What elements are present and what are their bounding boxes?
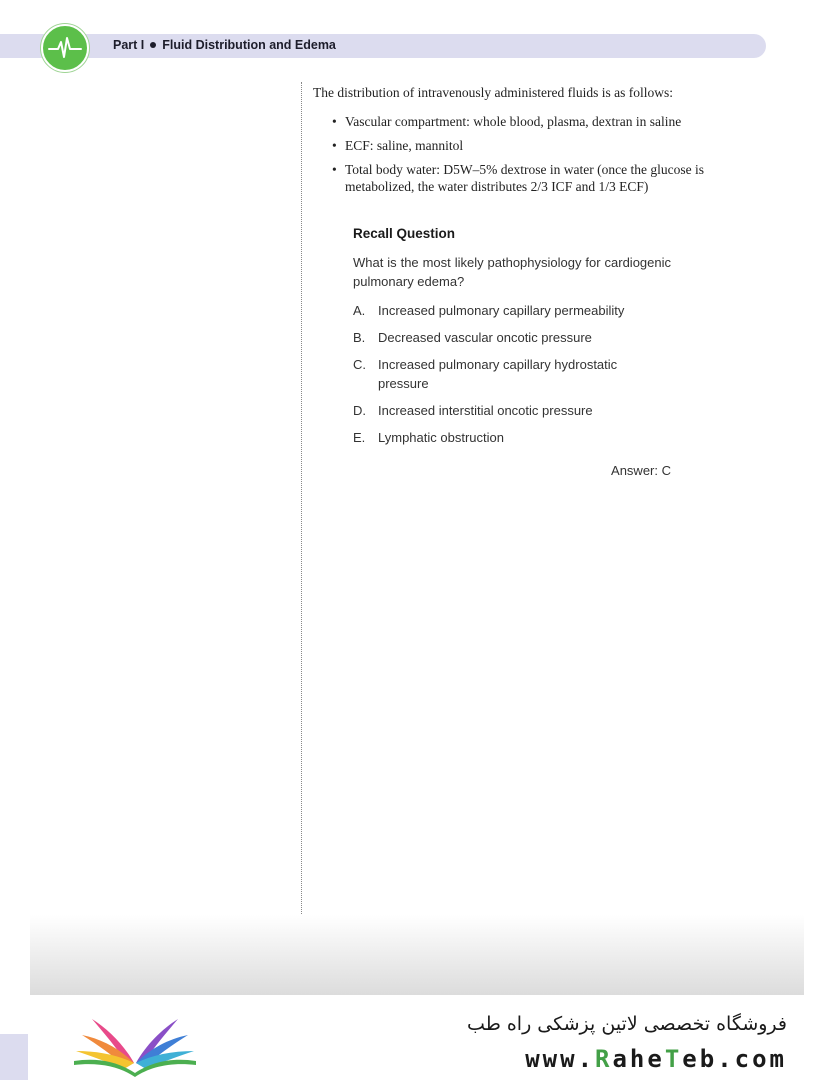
option-e xyxy=(353,428,671,447)
option-d xyxy=(353,401,671,420)
option-letter: D. xyxy=(353,403,366,418)
option-a xyxy=(353,301,671,320)
list-item-text: Total body water: D5W–5% dextrose in water (once the glucose is metabolized, the water distributes 2/3 ICF and 1/3 ECF) xyxy=(345,162,704,194)
answer-options xyxy=(353,301,671,447)
chapter-title: Fluid Distribution and Edema xyxy=(162,38,336,52)
list-item: • Total body water: D5W–5% dextrose in water (once the glucose is metabolized, the water distributes 2/3 ICF and 1/3 ECF) xyxy=(332,162,704,194)
list-item: • Vascular compartment: whole blood, plasma, dextran in saline xyxy=(332,114,682,129)
bullet-dot-icon xyxy=(150,42,156,48)
option-text: Increased pulmonary capillary hydrostatic pressure xyxy=(378,357,618,391)
option-b xyxy=(353,328,671,347)
list-item-text: Vascular compartment: whole blood, plasma, dextran in saline xyxy=(345,114,682,129)
recall-question-box xyxy=(353,226,671,478)
open-book-icon xyxy=(70,1005,200,1080)
option-text: Increased interstitial oncotic pressure xyxy=(378,403,593,418)
heartbeat-icon xyxy=(41,24,89,72)
main-text xyxy=(313,84,743,202)
footer-tab xyxy=(0,1034,28,1080)
intro-paragraph: The distribution of intravenously administered fluids is as follows: xyxy=(313,85,673,100)
option-text: Lymphatic obstruction xyxy=(378,430,504,445)
recall-question-text: What is the most likely pathophysiology for cardiogenic pulmonary edema? xyxy=(353,255,671,289)
store-name: فروشگاه تخصصی لاتین پزشکی راه طب xyxy=(467,1013,787,1035)
option-letter: C. xyxy=(353,357,366,372)
recall-title: Recall Question xyxy=(353,226,456,241)
option-c xyxy=(353,355,671,393)
footer-shade xyxy=(30,915,804,995)
option-text: Increased pulmonary capillary permeability xyxy=(378,303,625,318)
option-text: Decreased vascular oncotic pressure xyxy=(378,330,592,345)
column-divider xyxy=(301,82,302,994)
fluid-distribution-list xyxy=(313,113,743,195)
website-url: www.RaheTeb.com xyxy=(525,1045,787,1073)
option-letter: E. xyxy=(353,430,366,445)
part-label: Part I xyxy=(113,38,145,52)
option-letter: A. xyxy=(353,303,366,318)
list-item: • ECF: saline, mannitol xyxy=(332,138,464,153)
answer-text: Answer: C xyxy=(611,463,671,478)
list-item-text: ECF: saline, mannitol xyxy=(345,138,464,153)
option-letter: B. xyxy=(353,330,366,345)
running-header xyxy=(113,38,336,52)
